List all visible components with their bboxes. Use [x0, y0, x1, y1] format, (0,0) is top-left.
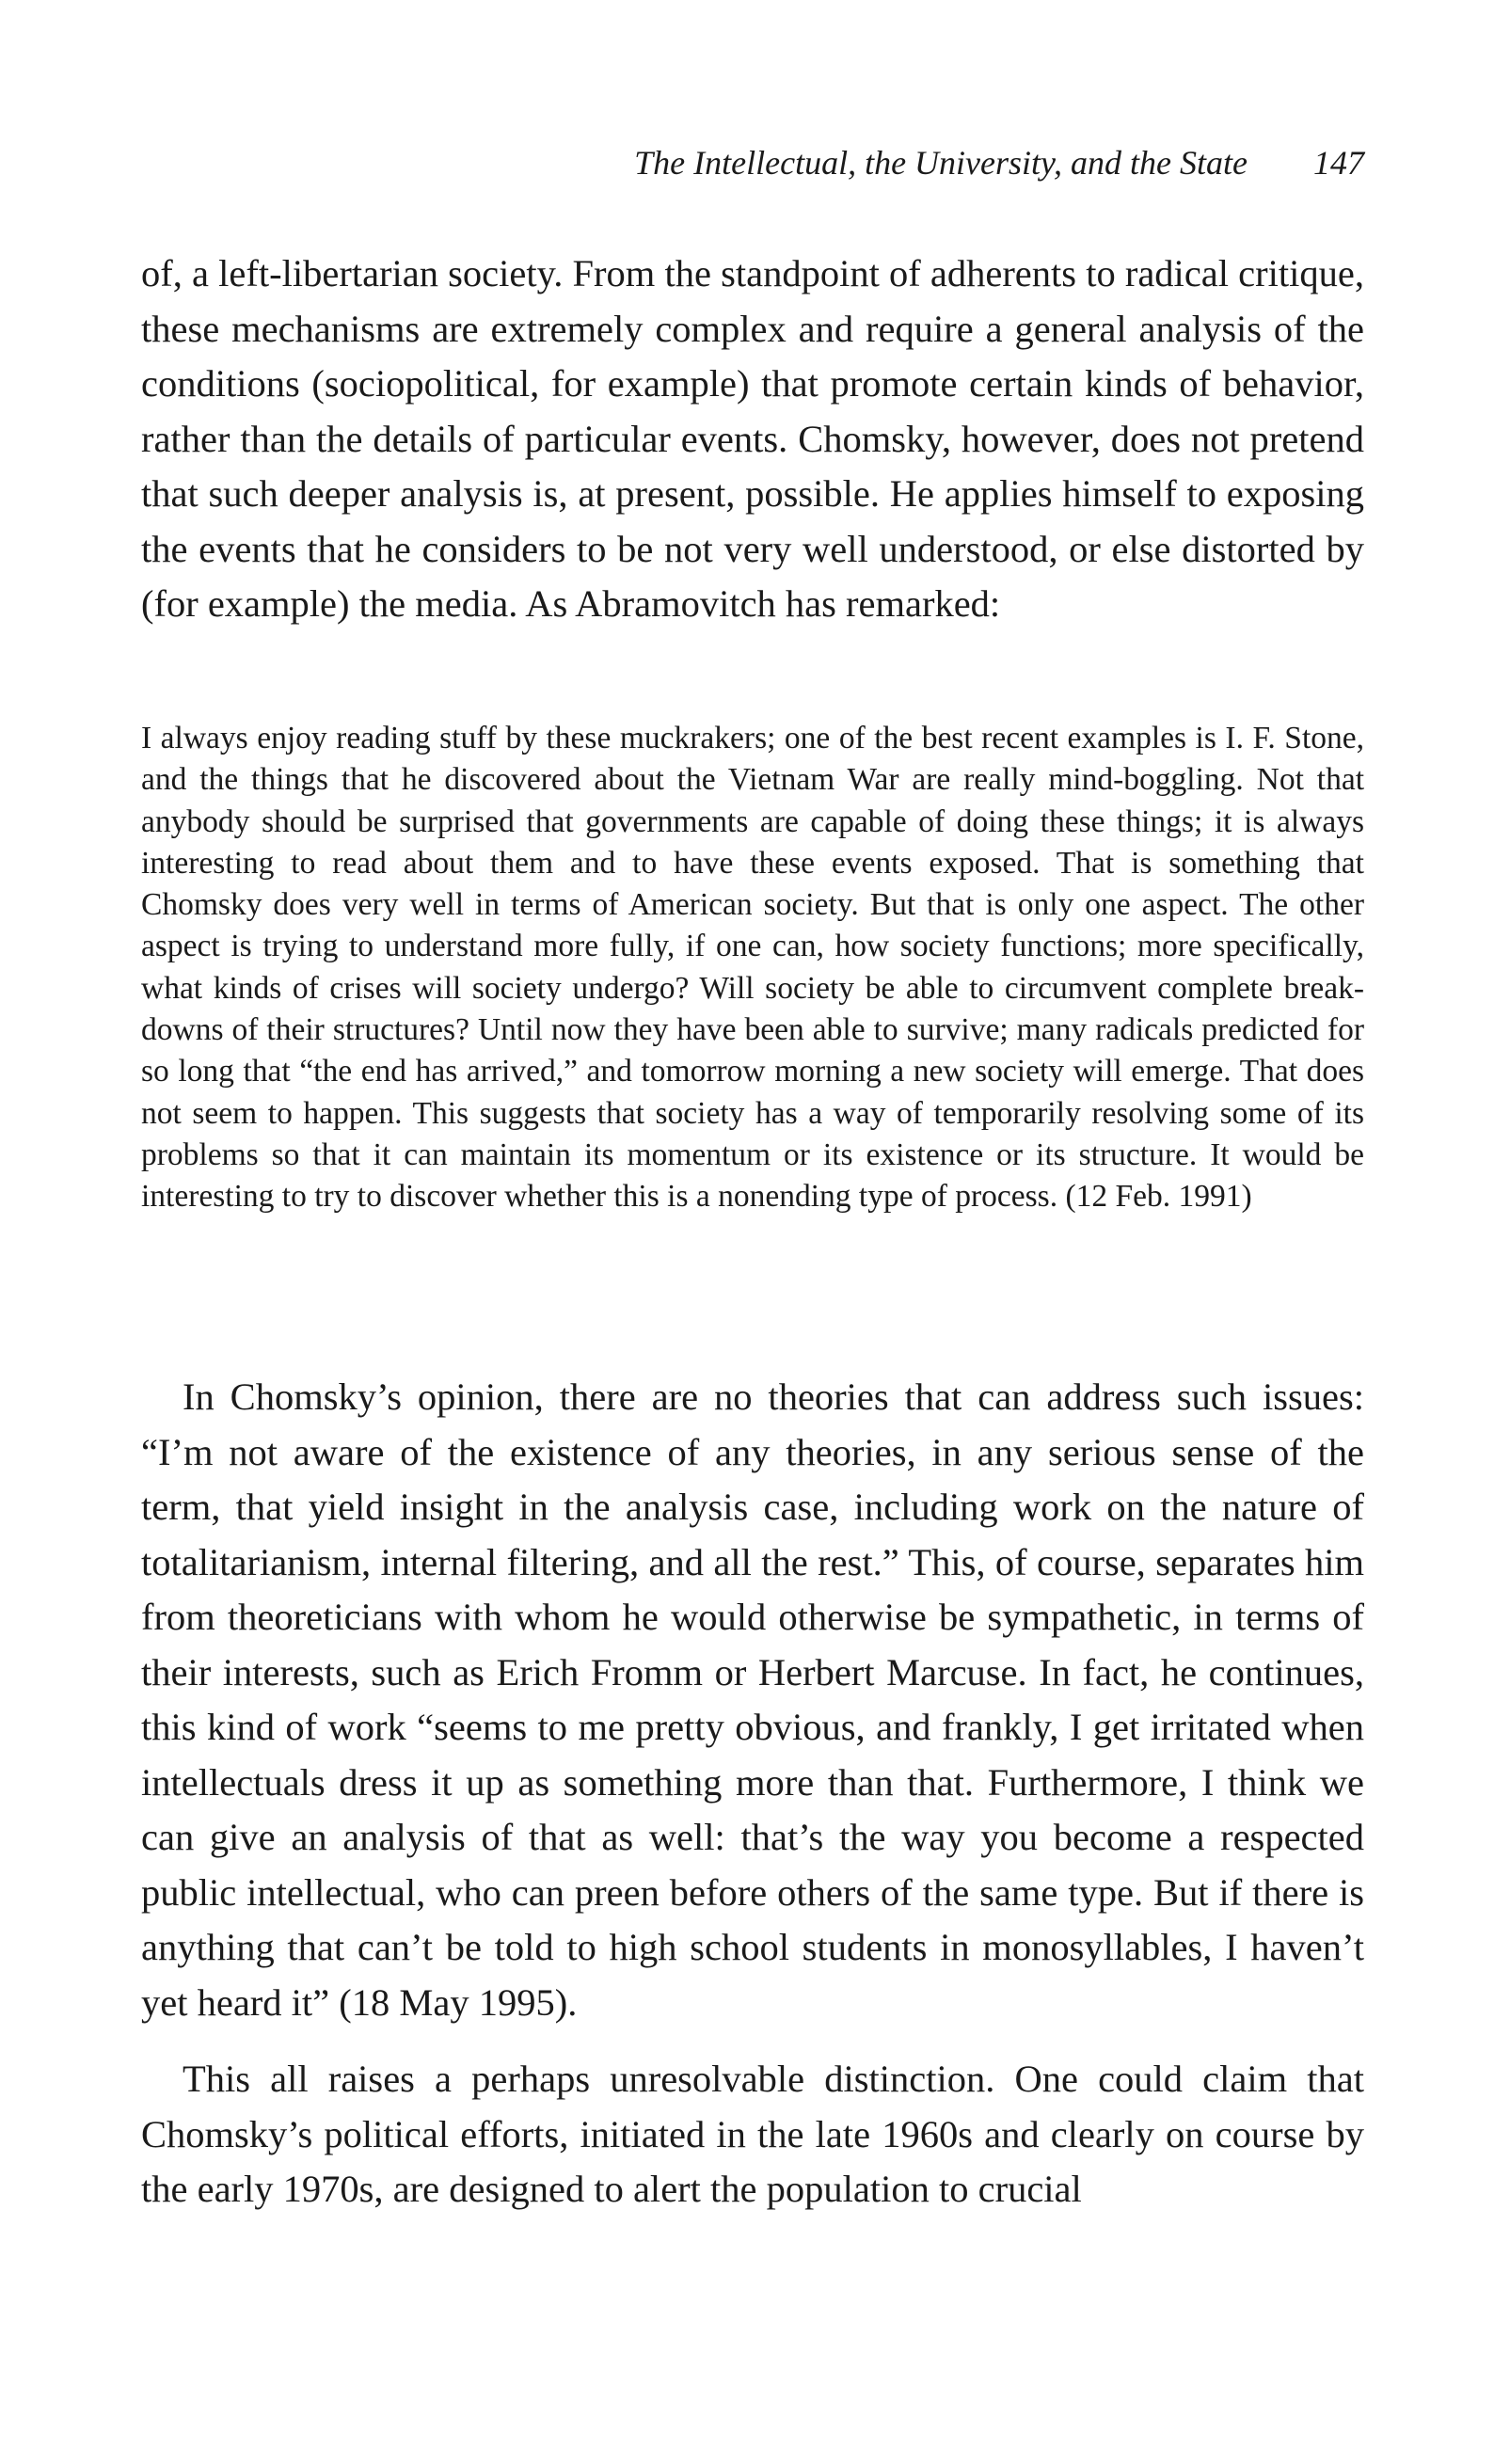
paragraph-text: This all raises a perhaps unresolvable distinction. One could claim that Chomsky’s political efforts, initiated in the late 1960s and clearly on course by the early 1970s, are designed to alert the population to crucial: [141, 2058, 1364, 2210]
body-paragraph-1: [141, 246, 1364, 632]
page-number: 147: [1313, 144, 1364, 182]
body-paragraph-2: [141, 1370, 1364, 2030]
block-quote: [141, 718, 1364, 1218]
body-paragraph-3: [141, 2052, 1364, 2218]
block-quote-text: I always enjoy reading stuff by these muckrakers; one of the best recent examples is I. F. Stone, and the things that he discovered about the Vietnam War are really mind-boggling. Not that anybody should be surprised that governments are capable of doing these things; it is always interesting to read about them and to have these events exposed. That is something that Chomsky does very well in terms of American society. But that is only one aspect. The other aspect is trying to understand more fully, if one can, how society functions; more specifically, what kinds of crises will society undergo? Will society be able to circumvent complete breakdowns of their structures? Until now they have been able to survive; many radicals predicted for so long that “the end has arrived,” and tomorrow morning a new society will emerge. That does not seem to happen. This suggests that society has a way of temporarily resolving some of its problems so that it can maintain its momentum or its existence or its structure. It would be interesting to try to discover whether this is a nonending type of process. (12 Feb. 1991): [141, 721, 1364, 1215]
paragraph-text: In Chomsky’s opinion, there are no theories that can address such issues: “I’m not aware of the existence of any theories, in any serious sense of the term, that yield insight in the analysis case, including work on the nature of totalitarianism, internal filtering, and all the rest.” This, of course, separates him from theoreticians with whom he would otherwise be sympathetic, in terms of their interests, such as Erich Fromm or Herbert Marcuse. In fact, he continues, this kind of work “seems to me pretty obvious, and frankly, I get irritated when intellectuals dress it up as something more than that. Furthermore, I think we can give an analysis of that as well: that’s the way you become a respected public intellectual, who can preen before others of the same type. But if there is anything that can’t be told to high school students in monosyllables, I haven’t yet heard it” (18 May 1995).: [141, 1375, 1364, 2024]
running-head: [141, 135, 1364, 191]
running-title: The Intellectual, the University, and the State: [634, 144, 1248, 182]
paragraph-text: of, a left-libertarian society. From the standpoint of adherents to radical critique, these mechanisms are extremely complex and require a general analysis of the conditions (sociopolitical, for example) that promote certain kinds of behavior, rather than the details of particular events. Chomsky, however, does not pretend that such deeper analysis is, at present, possible. He applies himself to exposing the events that he considers to be not very well understood, or else distorted by (for example) the media. As Abramovitch has remarked:: [141, 252, 1364, 625]
